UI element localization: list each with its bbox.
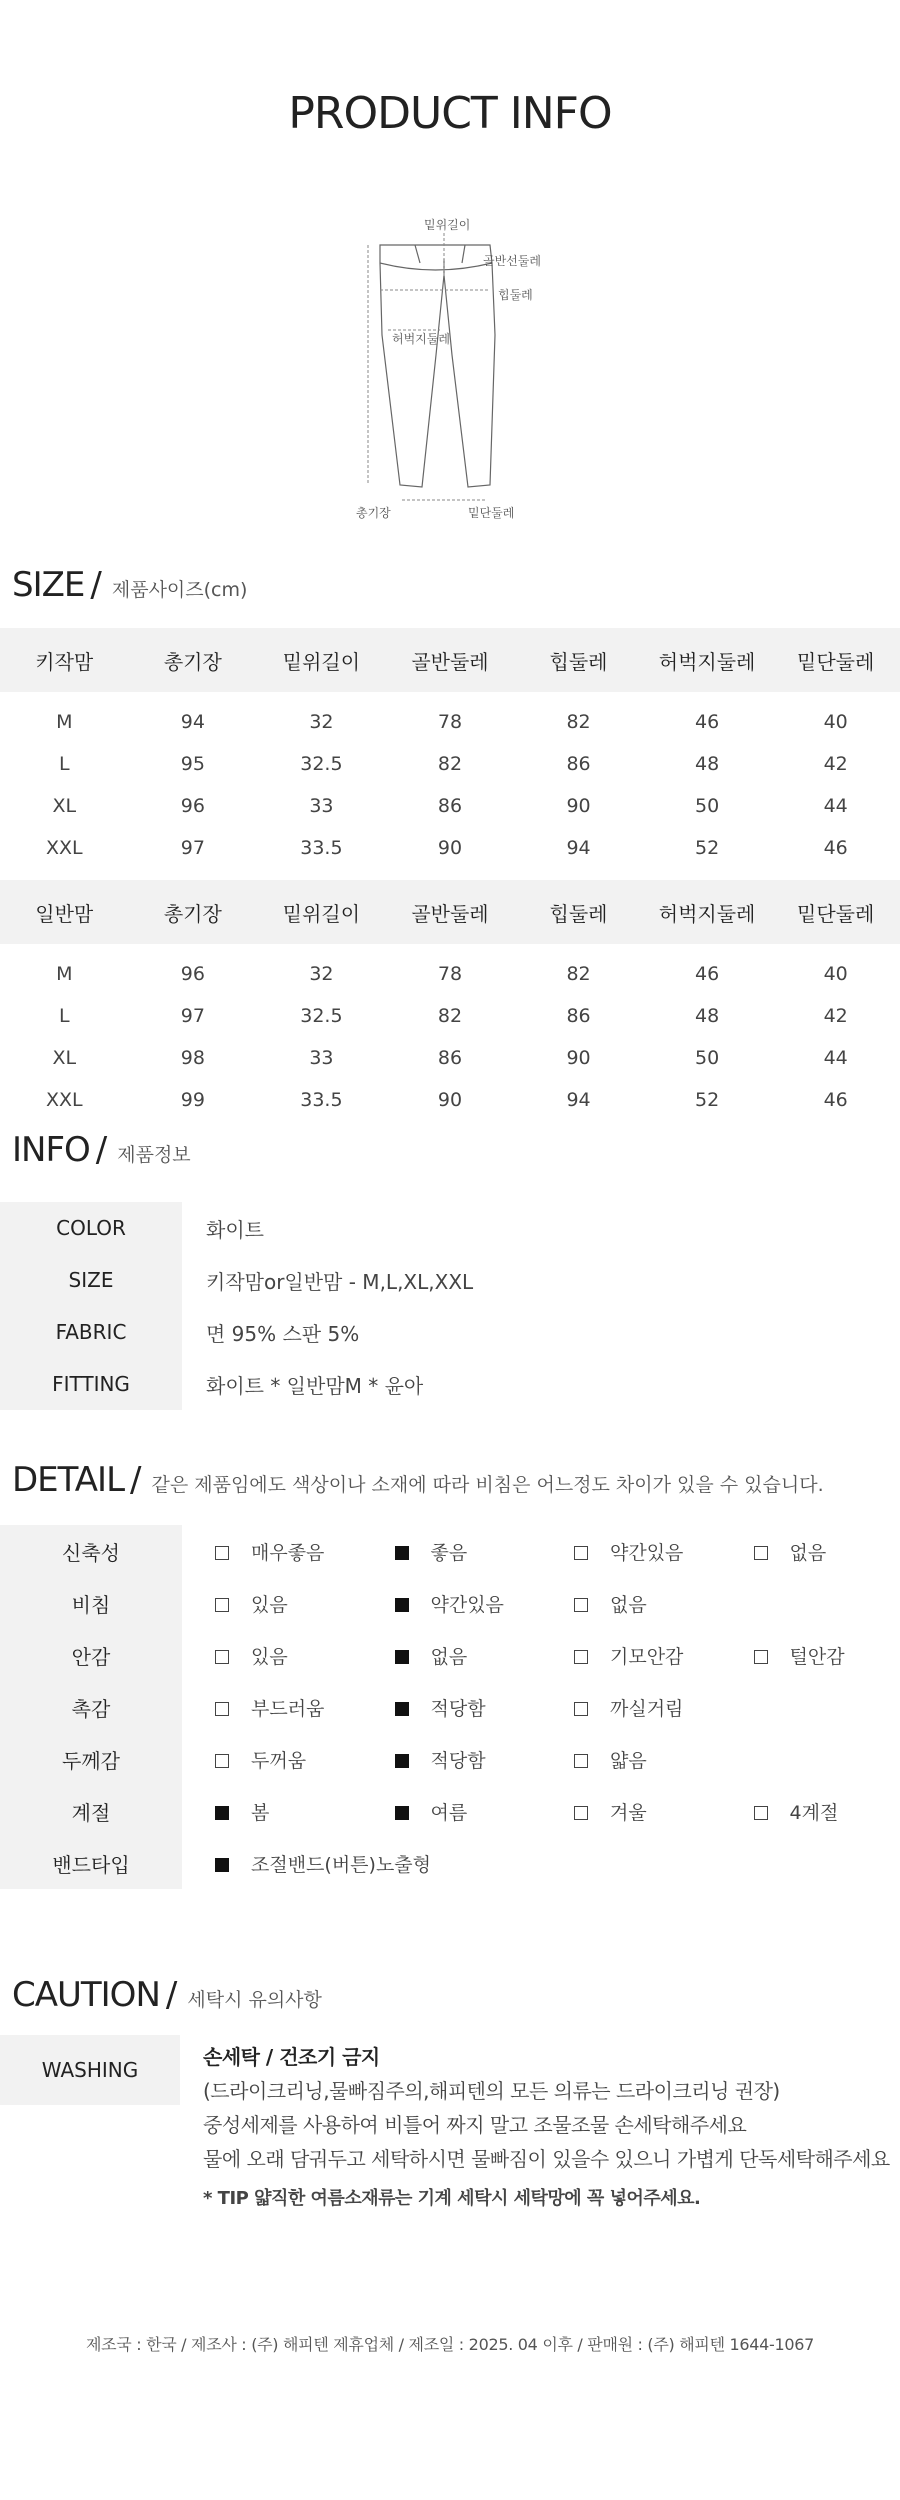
- hem-label: 밑단둘레: [468, 506, 515, 520]
- detail-option-label: 두꺼움: [251, 1749, 307, 1772]
- caution-section-heading: [12, 1975, 322, 2015]
- size-row: [0, 692, 900, 743]
- info-row: [0, 1306, 900, 1358]
- detail-option-label: 봄: [251, 1801, 270, 1824]
- unchecked-box-icon: [754, 1806, 768, 1820]
- checked-box-icon: [395, 1754, 409, 1768]
- washing-line: 손세탁 / 건조기 금지: [203, 2045, 380, 2069]
- washing-key: WASHING: [0, 2035, 180, 2105]
- size-value-cell: 52: [695, 837, 720, 859]
- detail-row: [0, 1837, 900, 1889]
- page-title: PRODUCT INFO: [288, 88, 612, 139]
- size-value-cell: 78: [437, 963, 463, 985]
- checked-box-icon: [395, 1650, 409, 1664]
- detail-row: [0, 1577, 900, 1629]
- waist-label: 골반선둘레: [483, 254, 541, 268]
- size-table-body: [0, 944, 900, 1121]
- detail-option-label: 털안감: [789, 1645, 845, 1668]
- size-value-cell: 32: [309, 963, 334, 985]
- detail-option-label: 적당함: [430, 1697, 486, 1720]
- detail-option-label: 적당함: [430, 1749, 486, 1772]
- detail-option: [721, 1525, 900, 1577]
- detail-key: 안감: [0, 1629, 182, 1681]
- caution-heading: CAUTION: [12, 1975, 160, 2015]
- size-value-cell: 90: [437, 1089, 463, 1111]
- unchecked-box-icon: [574, 1546, 588, 1560]
- size-row: [0, 995, 900, 1037]
- detail-option: [182, 1785, 362, 1837]
- info-heading: INFO: [12, 1130, 90, 1170]
- unchecked-box-icon: [215, 1598, 229, 1612]
- detail-option: [362, 1629, 542, 1681]
- unchecked-box-icon: [215, 1546, 229, 1560]
- detail-option-label: 겨울: [610, 1801, 647, 1824]
- unchecked-box-icon: [574, 1650, 588, 1664]
- info-value: 화이트 * 일반맘M * 윤아: [206, 1373, 424, 1398]
- size-value-cell: 86: [437, 1047, 463, 1069]
- size-name-cell: XXL: [45, 837, 83, 859]
- heading-slash: /: [90, 565, 102, 605]
- column-header: 총기장: [129, 628, 258, 692]
- info-row: [0, 1254, 900, 1306]
- size-value-cell: 82: [437, 1005, 463, 1027]
- size-value-cell: 86: [437, 795, 463, 817]
- length-label: 총기장: [356, 506, 391, 520]
- checked-box-icon: [215, 1858, 229, 1872]
- detail-option: [721, 1681, 900, 1733]
- size-row: [0, 944, 900, 995]
- size-table-header: [0, 880, 900, 944]
- column-header: 힙둘레: [514, 880, 643, 944]
- size-name-cell: XL: [52, 1047, 77, 1069]
- size-name-cell: L: [58, 753, 70, 775]
- size-table-header: [0, 628, 900, 692]
- detail-row: [0, 1733, 900, 1785]
- detail-option: [182, 1525, 362, 1577]
- detail-option: [182, 1577, 362, 1629]
- detail-key: 두께감: [0, 1733, 182, 1785]
- size-value-cell: 40: [823, 963, 848, 985]
- size-value-cell: 44: [823, 795, 848, 817]
- info-section-heading: [12, 1130, 191, 1170]
- size-name-cell: L: [58, 1005, 70, 1027]
- info-key: SIZE: [0, 1254, 182, 1306]
- detail-row: [0, 1785, 900, 1837]
- size-table-label: 일반맘: [0, 880, 129, 944]
- detail-row: [0, 1681, 900, 1733]
- size-value-cell: 96: [180, 963, 205, 985]
- detail-option: [541, 1733, 721, 1785]
- column-header: 밑단둘레: [771, 880, 900, 944]
- detail-option: [362, 1733, 542, 1785]
- size-value-cell: 86: [566, 753, 591, 775]
- size-row: [0, 1079, 900, 1121]
- rise-label: 밑위길이: [424, 218, 471, 232]
- detail-option: [541, 1525, 721, 1577]
- detail-option: [362, 1681, 542, 1733]
- info-row: [0, 1358, 900, 1410]
- detail-option-label: 조절밴드(버튼)노출형: [251, 1853, 432, 1876]
- detail-option-label: 있음: [251, 1593, 288, 1616]
- detail-option: [541, 1681, 721, 1733]
- size-value-cell: 46: [823, 837, 848, 859]
- size-name-cell: XL: [52, 795, 77, 817]
- size-value-cell: 46: [695, 963, 720, 985]
- washing-line: 중성세제를 사용하여 비틀어 짜지 말고 조물조물 손세탁해주세요: [203, 2113, 747, 2137]
- detail-option-label: 여름: [430, 1801, 468, 1824]
- size-heading: SIZE: [12, 565, 85, 605]
- size-value-cell: 52: [695, 1089, 720, 1111]
- checked-box-icon: [395, 1546, 409, 1560]
- size-value-cell: 82: [566, 711, 591, 733]
- detail-option: [541, 1629, 721, 1681]
- washing-line: (드라이크리닝,물빠짐주의,해피텐의 모든 의류는 드라이크리닝 권장): [203, 2079, 780, 2103]
- info-row: [0, 1202, 900, 1254]
- size-section-heading: [12, 565, 247, 605]
- size-table-label: 키작맘: [0, 628, 129, 692]
- size-value-cell: 32.5: [300, 753, 343, 775]
- thigh-label: 허벅지둘레: [392, 332, 450, 346]
- detail-row: [0, 1629, 900, 1681]
- detail-option: [182, 1837, 900, 1889]
- detail-key: 신축성: [0, 1525, 182, 1577]
- size-value-cell: 42: [823, 1005, 848, 1027]
- detail-option: [541, 1577, 721, 1629]
- detail-option: [721, 1785, 900, 1837]
- detail-option-label: 매우좋음: [251, 1541, 325, 1564]
- hip-label: 힙둘레: [498, 288, 533, 302]
- column-header: 허벅지둘레: [643, 880, 772, 944]
- detail-option-label: 4계절: [789, 1801, 839, 1824]
- detail-key: 계절: [0, 1785, 182, 1837]
- column-header: 밑위길이: [257, 880, 386, 944]
- detail-option-label: 약간있음: [610, 1541, 684, 1564]
- heading-slash: /: [165, 1975, 178, 2015]
- size-value-cell: 33: [309, 795, 334, 817]
- checked-box-icon: [395, 1702, 409, 1716]
- size-value-cell: 95: [180, 753, 205, 775]
- size-name-cell: M: [56, 711, 73, 733]
- heading-slash: /: [95, 1130, 108, 1170]
- size-row: [0, 827, 900, 869]
- size-value-cell: 48: [695, 1005, 720, 1027]
- washing-line: 물에 오래 담궈두고 세탁하시면 물빠짐이 있을수 있으니 가볍게 단독세탁해주세요: [203, 2147, 890, 2171]
- detail-option: [721, 1733, 900, 1785]
- unchecked-box-icon: [754, 1650, 768, 1664]
- size-value-cell: 94: [566, 1089, 591, 1111]
- size-value-cell: 90: [566, 795, 591, 817]
- unchecked-box-icon: [574, 1806, 588, 1820]
- checked-box-icon: [395, 1806, 409, 1820]
- column-header: 허벅지둘레: [643, 628, 772, 692]
- detail-option-label: 까실거림: [610, 1697, 684, 1720]
- detail-heading: DETAIL: [12, 1460, 125, 1500]
- detail-option: [362, 1785, 542, 1837]
- heading-slash: /: [130, 1460, 142, 1500]
- washing-instructions: [203, 2040, 893, 2210]
- info-value: 면 95% 스판 5%: [206, 1321, 360, 1346]
- size-value-cell: 48: [695, 753, 720, 775]
- pants-outline-icon: [380, 245, 495, 487]
- detail-option: [362, 1525, 542, 1577]
- unchecked-box-icon: [215, 1702, 229, 1716]
- size-value-cell: 32: [309, 711, 334, 733]
- checked-box-icon: [395, 1598, 409, 1612]
- size-value-cell: 33.5: [300, 837, 343, 859]
- info-key: FITTING: [0, 1358, 182, 1410]
- detail-option-label: 없음: [789, 1541, 827, 1564]
- size-table-regular: [0, 880, 900, 1121]
- size-value-cell: 96: [180, 795, 205, 817]
- size-row: [0, 1037, 900, 1079]
- detail-key: 밴드타입: [0, 1837, 182, 1889]
- size-value-cell: 82: [566, 963, 591, 985]
- detail-option: [541, 1785, 721, 1837]
- size-value-cell: 33.5: [300, 1089, 343, 1111]
- detail-option-label: 부드러움: [251, 1697, 325, 1720]
- detail-option-label: 얇음: [610, 1749, 647, 1772]
- size-value-cell: 86: [566, 1005, 591, 1027]
- size-value-cell: 97: [180, 837, 205, 859]
- size-row: [0, 743, 900, 785]
- size-value-cell: 94: [566, 837, 591, 859]
- column-header: 밑단둘레: [771, 628, 900, 692]
- size-value-cell: 90: [566, 1047, 591, 1069]
- column-header: 밑위길이: [257, 628, 386, 692]
- detail-section-heading: [12, 1460, 824, 1500]
- detail-option-label: 없음: [610, 1593, 647, 1616]
- footer-manufacturer-info: 제조국 : 한국 / 제조사 : (주) 해피텐 제휴업체 / 제조일 : 2025. 04 이후 / 판매원 : (주) 해피텐 1644-1067: [85, 2335, 815, 2354]
- size-value-cell: 42: [823, 753, 848, 775]
- unchecked-box-icon: [574, 1754, 588, 1768]
- size-value-cell: 33: [309, 1047, 334, 1069]
- info-value: 화이트: [206, 1217, 264, 1242]
- column-header: 골반둘레: [386, 628, 515, 692]
- detail-option: [362, 1577, 542, 1629]
- size-name-cell: M: [56, 963, 73, 985]
- size-value-cell: 78: [437, 711, 463, 733]
- caution-subheading: 세탁시 유의사항: [187, 1989, 322, 2011]
- size-table-short: [0, 628, 900, 869]
- detail-table: [0, 1525, 900, 1889]
- detail-key: 촉감: [0, 1681, 182, 1733]
- size-value-cell: 50: [695, 795, 720, 817]
- detail-option: [721, 1577, 900, 1629]
- info-table: [0, 1202, 900, 1410]
- detail-option: [721, 1629, 900, 1681]
- column-header: 총기장: [129, 880, 258, 944]
- detail-option-label: 기모안감: [610, 1645, 684, 1668]
- unchecked-box-icon: [574, 1702, 588, 1716]
- size-value-cell: 94: [180, 711, 205, 733]
- size-value-cell: 98: [180, 1047, 205, 1069]
- detail-option-label: 좋음: [430, 1541, 468, 1564]
- info-key: FABRIC: [0, 1306, 182, 1358]
- size-subheading: 제품사이즈(cm): [111, 579, 248, 601]
- column-header: 힙둘레: [514, 628, 643, 692]
- size-row: [0, 785, 900, 827]
- size-value-cell: 46: [823, 1089, 848, 1111]
- detail-option: [182, 1733, 362, 1785]
- size-table-body: [0, 692, 900, 869]
- pants-measurement-diagram: [340, 215, 560, 530]
- washing-tip: * TIP 얇직한 여름소재류는 기계 세탁시 세탁망에 꼭 넣어주세요.: [203, 2188, 701, 2209]
- info-subheading: 제품정보: [117, 1144, 191, 1166]
- column-header: 골반둘레: [386, 880, 515, 944]
- size-value-cell: 40: [823, 711, 848, 733]
- unchecked-box-icon: [574, 1598, 588, 1612]
- checked-box-icon: [215, 1806, 229, 1820]
- detail-option-label: 없음: [430, 1645, 468, 1668]
- detail-subheading: 같은 제품임에도 색상이나 소재에 따라 비침은 어느정도 차이가 있을 수 있습니다.: [151, 1474, 824, 1496]
- detail-table-body: [0, 1525, 900, 1889]
- info-value: 키작맘or일반맘 - M,L,XL,XXL: [206, 1269, 474, 1294]
- detail-option-label: 약간있음: [430, 1593, 504, 1616]
- detail-option: [182, 1629, 362, 1681]
- size-value-cell: 46: [695, 711, 720, 733]
- size-value-cell: 90: [437, 837, 463, 859]
- size-value-cell: 97: [180, 1005, 205, 1027]
- unchecked-box-icon: [215, 1650, 229, 1664]
- unchecked-box-icon: [215, 1754, 229, 1768]
- size-name-cell: XXL: [45, 1089, 83, 1111]
- size-value-cell: 44: [823, 1047, 848, 1069]
- size-value-cell: 50: [695, 1047, 720, 1069]
- detail-option-label: 있음: [251, 1645, 288, 1668]
- detail-key: 비침: [0, 1577, 182, 1629]
- info-key: COLOR: [0, 1202, 182, 1254]
- size-value-cell: 82: [437, 753, 463, 775]
- size-value-cell: 32.5: [300, 1005, 343, 1027]
- detail-option: [182, 1681, 362, 1733]
- unchecked-box-icon: [754, 1546, 768, 1560]
- detail-row: [0, 1525, 900, 1577]
- size-value-cell: 99: [180, 1089, 205, 1111]
